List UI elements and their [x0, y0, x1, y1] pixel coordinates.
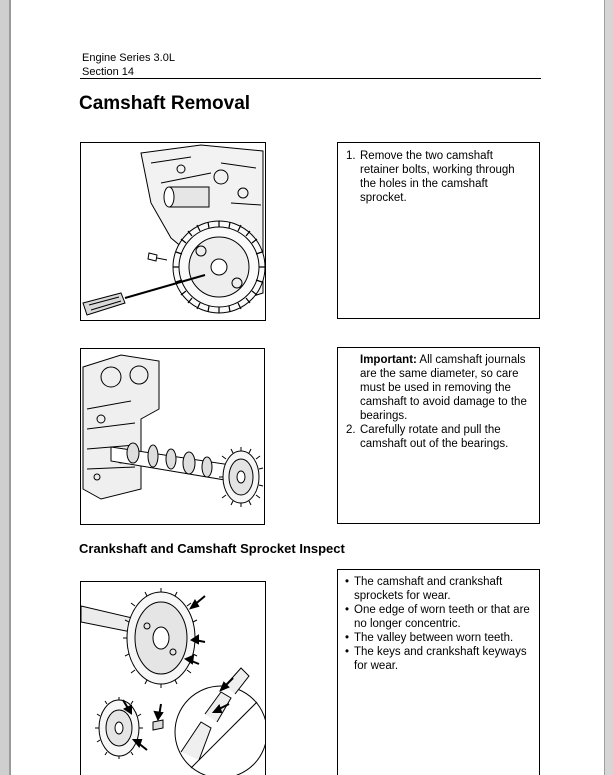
- inspect-box: [337, 569, 540, 775]
- step-item: [346, 423, 531, 451]
- list-item: • The camshaft and crankshaft sprockets for wear.: [345, 575, 531, 603]
- header-rule: [80, 78, 541, 79]
- page-left-edge: [0, 0, 9, 775]
- important-text: All camshaft journals are the same diameter, so care must be used in removing the camshaft to avoid damage to the bearings.: [360, 354, 527, 422]
- list-item: • The valley between worn teeth.: [345, 631, 531, 645]
- section-title-sprocket-inspect: Crankshaft and Camshaft Sprocket Inspect: [79, 541, 345, 556]
- list-item: • The keys and crankshaft keyways for wear.: [345, 645, 531, 673]
- step-number: 1.: [346, 150, 356, 162]
- page-title: Camshaft Removal: [79, 93, 251, 114]
- list-item: • One edge of worn teeth or that are no longer concentric.: [345, 603, 531, 631]
- page-right-edge: [604, 0, 613, 775]
- important-note: [346, 353, 531, 423]
- step-number: 2.: [346, 424, 356, 436]
- page-left-edge-shadow: [9, 0, 11, 775]
- figure-sprocket-inspection: [80, 581, 266, 775]
- figure-camshaft-extraction: [80, 348, 265, 525]
- important-label: Important:: [360, 354, 417, 366]
- figure-retainer-bolt-removal: [80, 142, 266, 321]
- step-item: [346, 149, 531, 205]
- inspect-list: [345, 575, 531, 673]
- step-text: Remove the two camshaft retainer bolts, working through the holes in the camshaft sprocket.: [360, 150, 515, 204]
- header-series: Engine Series 3.0L: [82, 52, 175, 64]
- header-section: Section 14: [82, 66, 134, 78]
- step-box-1: [337, 142, 540, 319]
- step-text: Carefully rotate and pull the camshaft out of the bearings.: [360, 424, 509, 450]
- step-box-2: [337, 347, 540, 524]
